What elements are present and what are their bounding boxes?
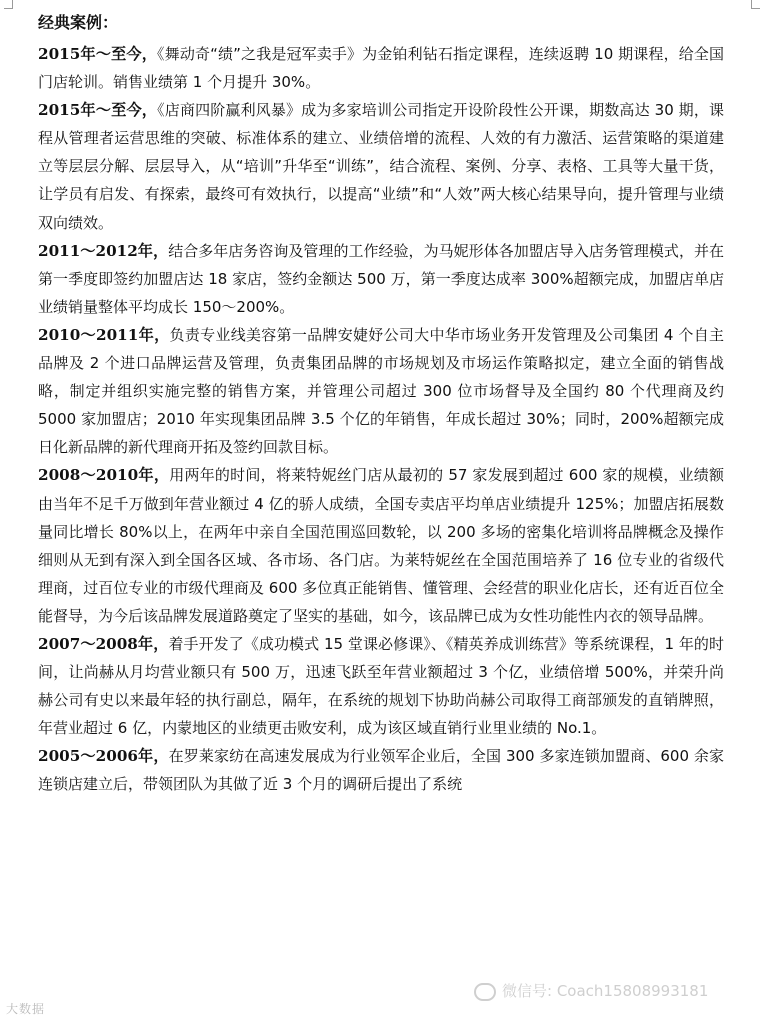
case-paragraph [38,461,724,630]
case-paragraph [38,96,724,236]
case-period: 2015年～至今， [38,45,158,63]
case-paragraph [38,742,724,798]
case-period: 2015年～至今， [38,101,158,120]
case-description: 在罗莱家纺在高速发展成为行业领军企业后，全国 300 多家连锁加盟商、600 余家连锁店建立后，带领团队为其做了近 3 个月的调研后提出了系统 [38,747,724,794]
case-paragraph [38,237,724,321]
case-period: 2008～2010年， [38,466,170,485]
case-description: 《店商四阶赢利风暴》成为多家培训公司指定开设阶段性公开课，期数高达 30 期，课程从管理者运营思维的突破、标准体系的建立、业绩倍增的流程、人效的有力激活、运营策略的渠道建立等层层分解、层层导入，从“培训”升华至“训练”，结合流程、案例、分享、表格、工具等大量干货，让学员有启发、有探索，最终可有效执行，以提高“业绩”和“人效”两大核心结果导向，提升管理与业绩双向绩效。 [38,101,724,232]
document-page [38,6,724,799]
wechat-icon [474,983,496,1001]
watermark-left [6,1000,45,1017]
case-paragraph [38,630,724,742]
case-description: 结合多年店务咨询及管理的工作经验，为马妮形体各加盟店导入店务管理模式，并在第一季度即签约加盟店达 18 家店，签约金额达 500 万，第一季度达成率 300%超额完成，加盟店单店业绩销量整体平均成长 150～200%。 [38,241,724,316]
case-period: 2005～2006年， [38,747,169,766]
case-paragraph [38,40,724,96]
case-description: 用两年的时间，将莱特妮丝门店从最初的 57 家发展到超过 600 家的规模，业绩额由当年不足千万做到年营业额过 4 亿的骄人成绩，全国专卖店平均单店业绩提升 125%；加盟店拓展数量同比增长 80%以上，在两年中亲自全国范围巡回数轮，以 200 多场的密集化培训将品牌概念及操作细则从无到有深入到全国各区域、各市场、各门店。为莱特妮丝在全国范围培养了 16 位专业的省级代理商，过百位专业的市级代理商及 600 多位真正能销售、懂管理、会经营的职业化店长，还有近百位全能督导，为今后该品牌发展道路奠定了坚实的基础，如今，该品牌已成为女性功能性内衣的领导品牌。 [38,466,724,625]
case-period: 2011～2012年， [38,241,169,260]
case-description: 负责专业线美容第一品牌安婕妤公司大中华市场业务开发管理及公司集团 4 个自主品牌及 2 个进口品牌运营及管理，负责集团品牌的市场规划及市场运作策略拟定，建立全面的销售战略，制定并组织实施完整的销售方案，并管理公司超过 300 位市场督导及全国约 80 个代理商及约 5000 家加盟店；2010 年实现集团品牌 3.5 个亿的年销售，年成长超过 30%；同时，200%超额完成日化新品牌的新代理商开拓及签约回款目标。 [38,325,724,457]
case-period: 2010～2011年， [38,325,170,344]
case-description: 《舞动奇“绩”之我是冠军卖手》为金铂利钻石指定课程，连续返聘 10 期课程，给全国门店轮训。销售业绩第 1 个月提升 30%。 [38,45,724,92]
page-corner-mark-left [4,0,13,9]
case-period: 2007～2008年， [38,634,169,653]
watermark-right-text: 微信号: Coach15808993181 [502,982,709,1000]
section-heading: 经典案例： [38,13,119,32]
watermark-left-text: 大数据 [6,1002,46,1016]
case-description: 着手开发了《成功模式 15 堂课必修课》、《精英养成训练营》等系统课程，1 年的时间，让尚赫从月均营业额只有 500 万，迅速飞跃至年营业额超过 3 个亿，业绩倍增 500%，并荣升尚赫公司有史以来最年轻的执行副总，隔年，在系统的规划下协助尚赫公司取得工商部颁发的直销牌照，年营业超过 6 亿，内蒙地区的业绩更击败安利，成为该区域直销行业里业绩的 No.1。 [38,634,724,738]
case-paragraph [38,321,724,461]
watermark-right [474,980,708,1001]
page-corner-mark-right [751,0,760,9]
